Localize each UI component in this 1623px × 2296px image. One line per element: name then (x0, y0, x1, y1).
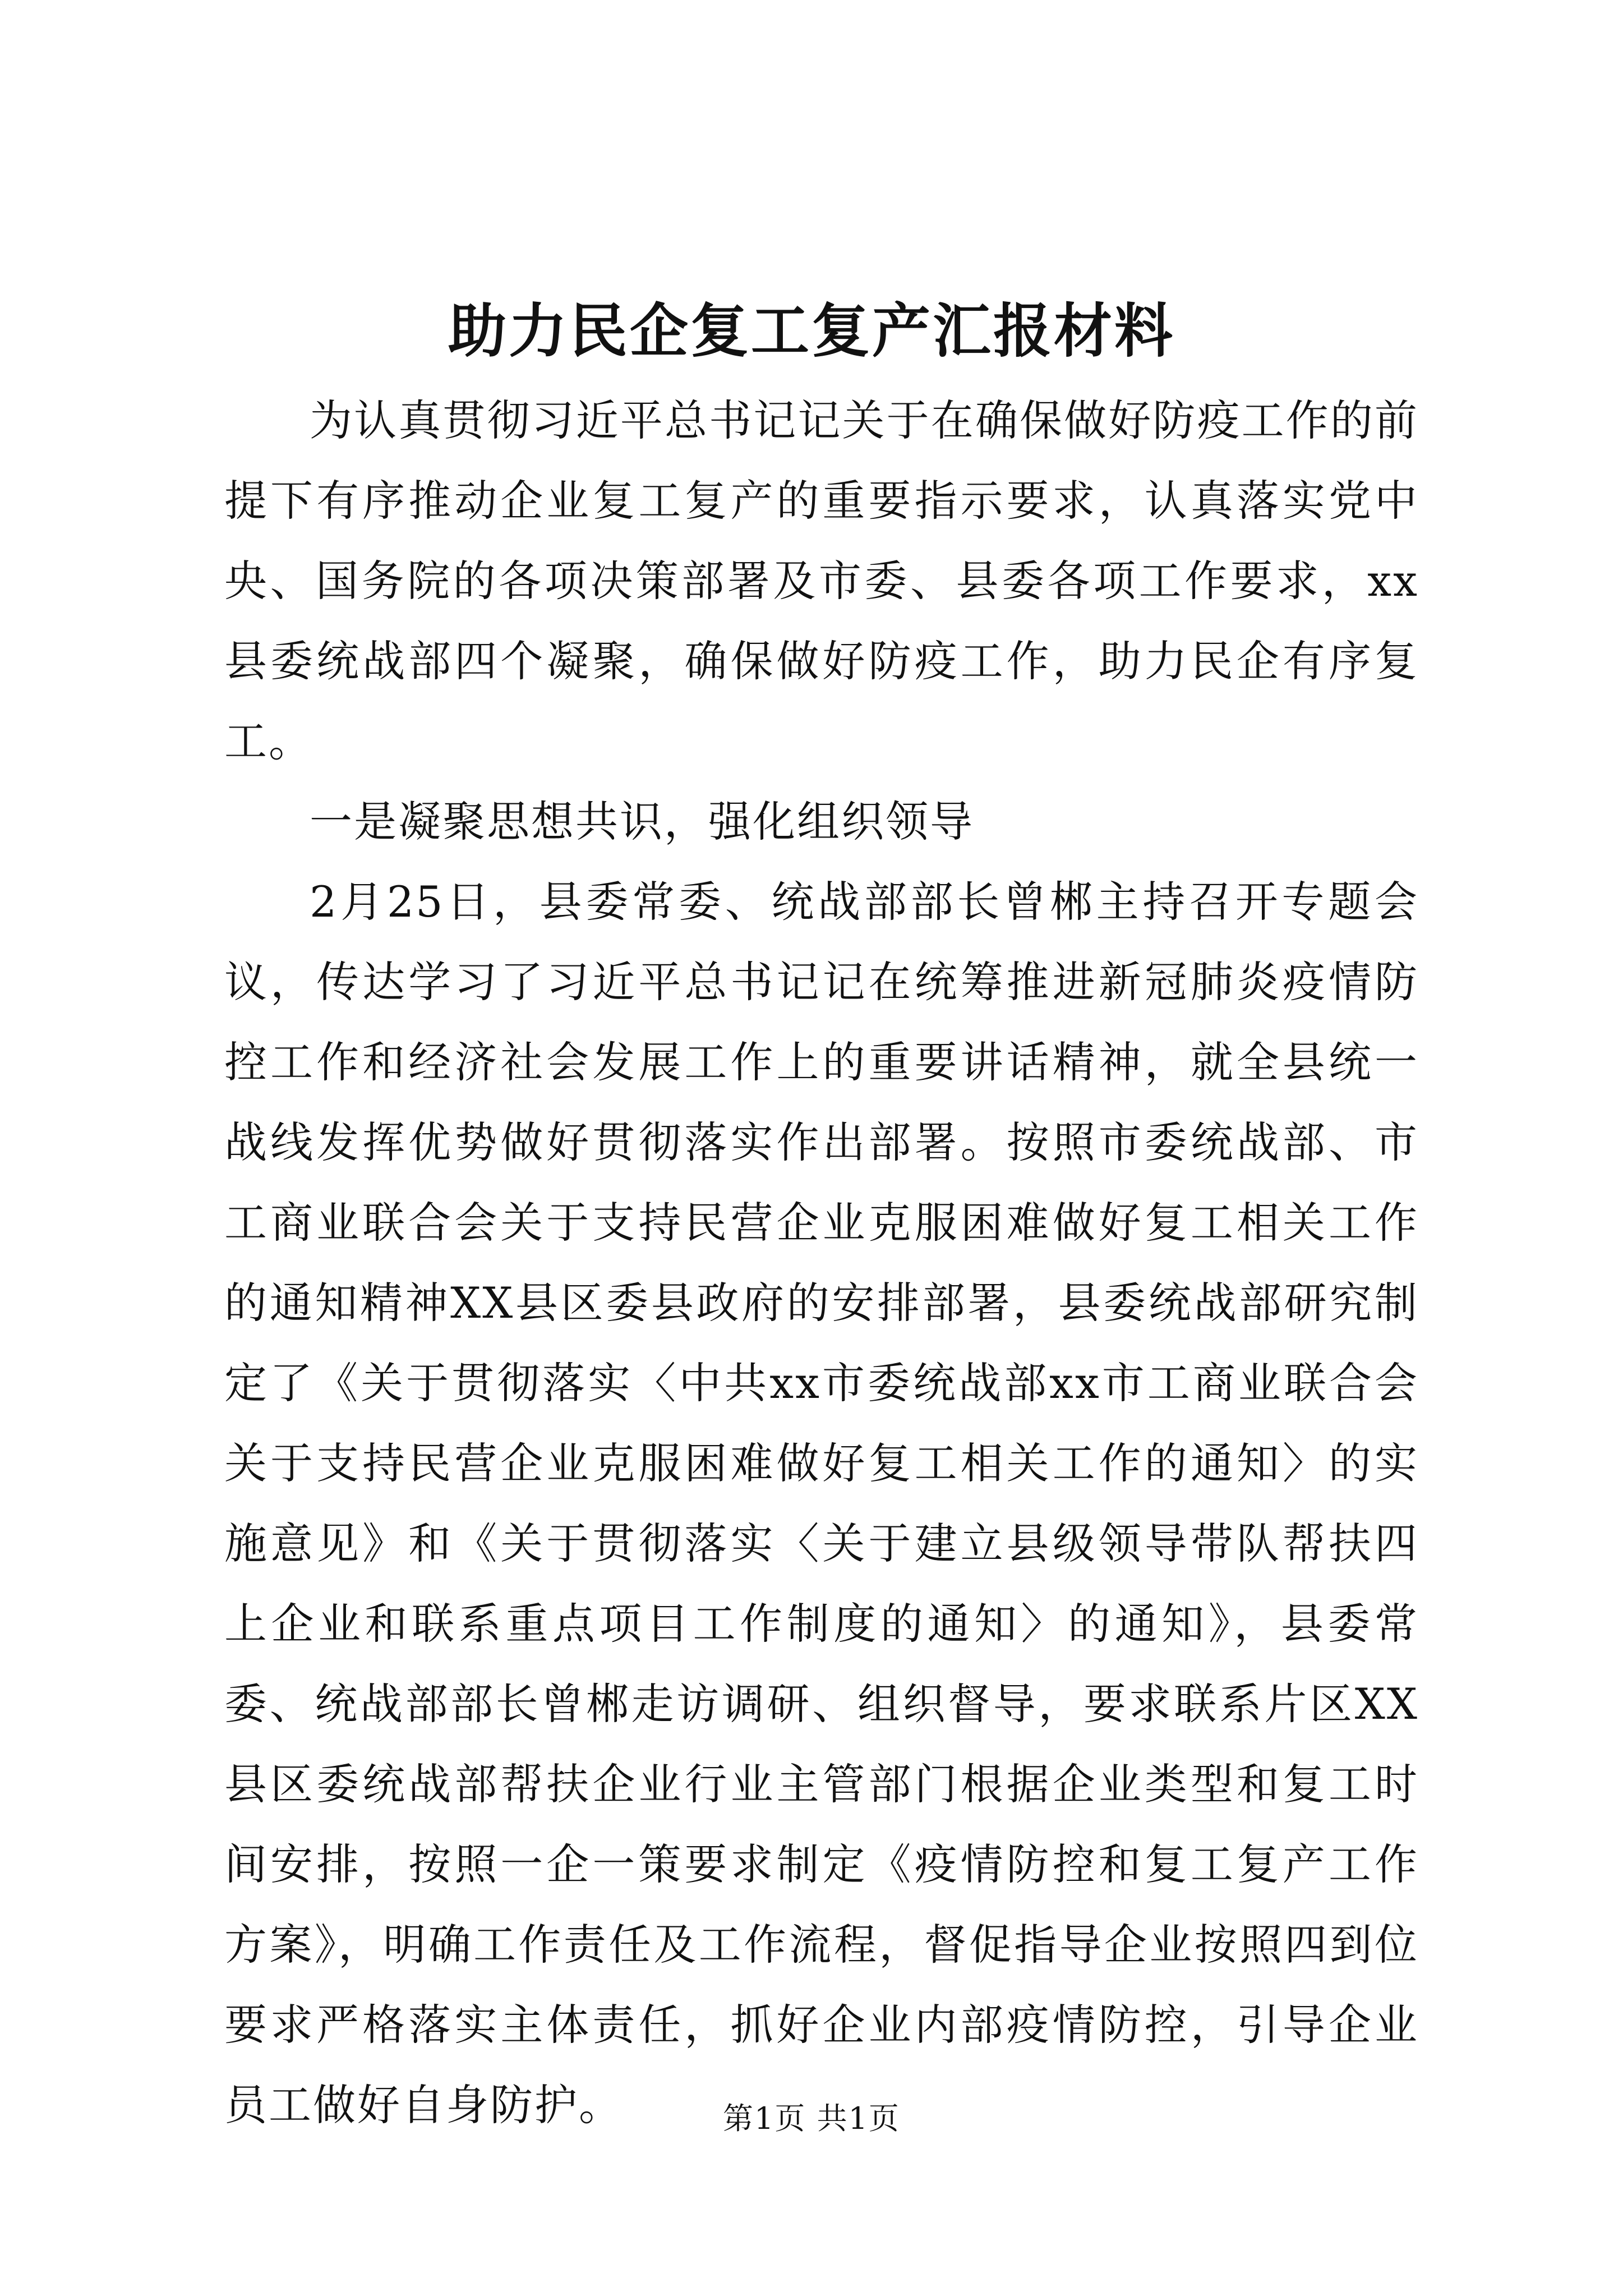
intro-paragraph: 为认真贯彻习近平总书记记关于在确保做好防疫工作的前提下有序推动企业复工复产的重要指示要求，认真落实党中央、国务院的各项决策部署及市委、县委各项工作要求，xx县委统战部四个凝聚，确保做好防疫工作，助力民企有序复工。 (224, 395, 1419, 766)
section-heading-1: 一是凝聚思想共识，强化组织领导 (310, 797, 974, 846)
section-paragraph-1: 2月25日，县委常委、统战部部长曾郴主持召开专题会议，传达学习了习近平总书记记在统筹推进新冠肺炎疫情防控工作和经济社会发展工作上的重要讲话精神，就全县统一战线发挥优势做好贯彻落实作出部署。按照市委统战部、市工商业联合会关于支持民营企业克服困难做好复工相关工作的通知精神XX县区委县政府的安排部署，县委统战部研究制定了《关于贯彻落实〈中共xx市委统战部xx市工商业联合会关于支持民营企业克服困难做好复工相关工作的通知〉的实施意见》和《关于贯彻落实〈关于建立县级领导带队帮扶四上企业和联系重点项目工作制度的通知〉的通知》，县委常委、统战部部长曾郴走访调研、组织督导，要求联系片区XX县区委统战部帮扶企业行业主管部门根据企业类型和复工时间安排，按照一企一策要求制定《疫情防控和复工复产工作方案》，明确工作责任及工作流程，督促指导企业按照四到位要求严格落实主体责任，抓好企业内部疫情防控，引导企业员工做好自身防护。 (224, 877, 1419, 2130)
document-body (224, 380, 1419, 2145)
page-footer: 第1页 共1页 (723, 2101, 900, 2136)
document-title: 助力民企复工复产汇报材料 (448, 296, 1175, 365)
